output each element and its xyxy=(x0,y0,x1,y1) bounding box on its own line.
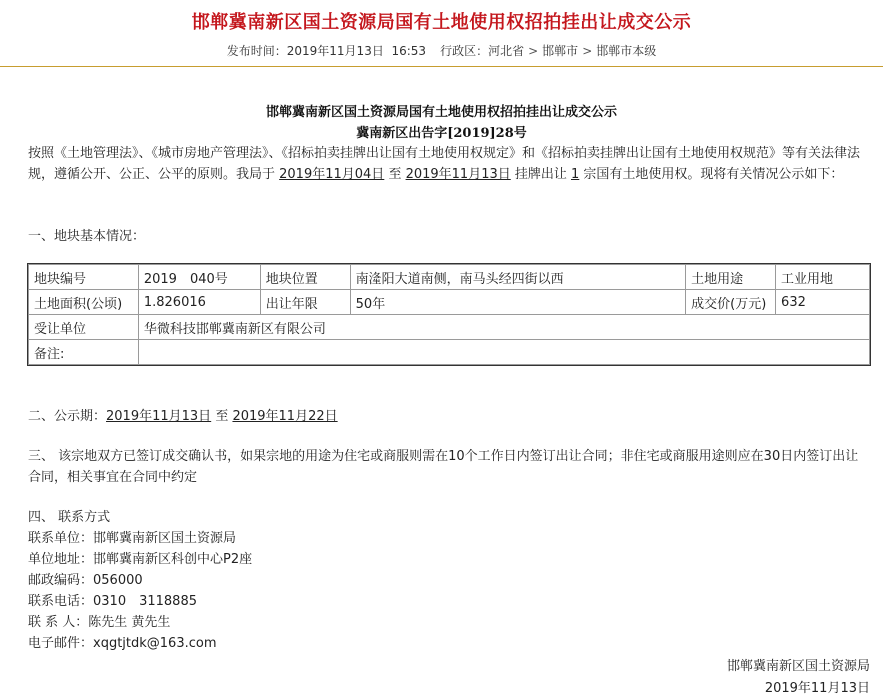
document-title: 邯郸冀南新区国土资源局国有土地使用权招拍挂出让成交公示 xyxy=(265,105,617,120)
signature-org: 邯郸冀南新区国土资源局 xyxy=(726,659,870,674)
contact-email: 电子邮件：xqgtjtdk@163.com xyxy=(28,636,217,651)
publish-date: 2019年11月13日 xyxy=(286,44,384,58)
contact-unit: 联系单位：邯郸冀南新区国土资源局 xyxy=(28,531,237,546)
table-row xyxy=(29,340,870,365)
contact-phone: 联系电话：0310 3118885 xyxy=(28,594,197,609)
publish-label: 发布时间： xyxy=(226,44,287,58)
breadcrumb-separator: > xyxy=(582,44,593,58)
table-row xyxy=(29,265,870,290)
location-value: 南湰阳大道南侧，南马头经四街以西 xyxy=(350,265,686,290)
buyer-label: 受让单位 xyxy=(29,315,139,340)
section-3: 三、 该宗地双方已签订成交确认书，如果宗地的用途为住宅或商服则需在10个工作日内签订出让合同；非住宅或商服用途则应在30日内签订出让合同，相关事宜在合同中约定 xyxy=(28,449,859,485)
section-2-to: 至 xyxy=(211,409,233,424)
section-2 xyxy=(28,406,868,427)
intro-end-date: 2019年11月13日 xyxy=(405,167,511,182)
header-divider xyxy=(0,66,883,67)
document-number: 冀南新区出告字[2019]28号 xyxy=(356,126,527,141)
publicity-start-date: 2019年11月13日 xyxy=(106,409,212,424)
intro-text-c: 宗国有土地使用权。现将有关情况公示如下： xyxy=(579,167,844,182)
price-value: 632 xyxy=(776,290,870,315)
intro-paragraph xyxy=(28,143,868,185)
price-label: 成交价(万元) xyxy=(686,290,776,315)
contact-person: 联 系 人：陈先生 黄先生 xyxy=(28,615,171,630)
parcel-no-label: 地块编号 xyxy=(29,265,139,290)
usage-value: 工业用地 xyxy=(776,265,870,290)
region-city-link[interactable]: 邯郸市 xyxy=(542,44,579,58)
publicity-end-date: 2019年11月22日 xyxy=(232,409,338,424)
section-1-heading: 一、地块基本情况： xyxy=(28,229,146,244)
contact-postcode: 邮政编码：056000 xyxy=(28,573,143,588)
intro-start-date: 2019年11月04日 xyxy=(279,167,385,182)
section-2-label: 二、公示期： xyxy=(28,409,107,424)
publish-meta xyxy=(0,42,883,59)
intro-parcel-count: 1 xyxy=(571,167,580,182)
signature-date: 2019年11月13日 xyxy=(764,681,870,696)
table-row xyxy=(29,315,870,340)
contact-address: 单位地址：邯郸冀南新区科创中心P2座 xyxy=(28,552,253,567)
table-row xyxy=(29,290,870,315)
page-title: 邯郸冀南新区国土资源局国有土地使用权招拍挂出让成交公示 xyxy=(191,12,692,33)
region-province-link[interactable]: 河北省 xyxy=(488,44,525,58)
publish-time: 16:53 xyxy=(391,44,427,58)
remark-value xyxy=(138,340,869,365)
term-value: 50年 xyxy=(350,290,686,315)
term-label: 出让年限 xyxy=(260,290,350,315)
usage-label: 土地用途 xyxy=(686,265,776,290)
remark-label: 备注: xyxy=(29,340,139,365)
area-value: 1.826016 xyxy=(138,290,260,315)
intro-to: 至 xyxy=(384,167,406,182)
parcel-table xyxy=(28,264,870,365)
intro-text-b: 挂牌出让 xyxy=(510,167,572,182)
parcel-no-value: 2019 040号 xyxy=(138,265,260,290)
breadcrumb-separator: > xyxy=(528,44,539,58)
area-label: 土地面积(公顷) xyxy=(29,290,139,315)
section-4-heading: 四、 联系方式 xyxy=(28,510,111,525)
region-level-link[interactable]: 邯郸市本级 xyxy=(596,44,657,58)
buyer-value: 华微科技邯郸冀南新区有限公司 xyxy=(138,315,869,340)
region-label: 行政区： xyxy=(440,44,489,58)
intro-text-a: 按照《土地管理法》、《城市房地产管理法》、《招标拍卖挂牌出让国有土地使用权规定》和《招标拍卖挂牌出让国有土地使用权规范》等有关法律法规，遵循公开、公正、公平的原则。我局于 xyxy=(28,146,861,182)
location-label: 地块位置 xyxy=(260,265,350,290)
